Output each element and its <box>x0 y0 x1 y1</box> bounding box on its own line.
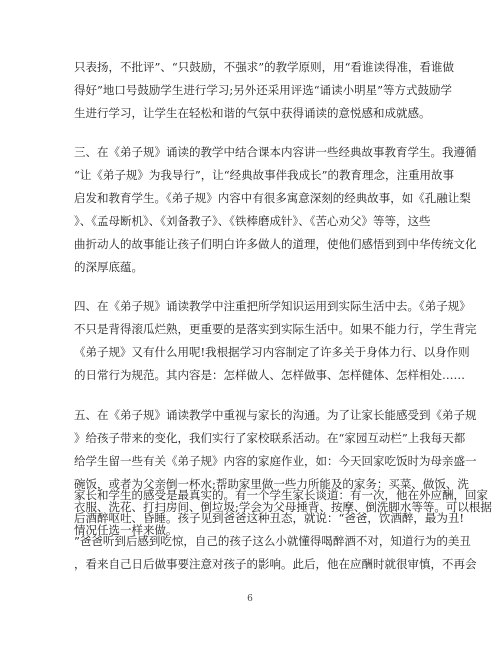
text-line: 情况任选一样来做。 <box>74 523 178 537</box>
paragraph-section-four <box>74 295 477 387</box>
text-line: 碗饭，或者为父亲倒一杯水;帮助家里做一些力所能及的家务：买菜、做饭、洗 <box>74 477 469 491</box>
text-line: 五、在《弟子规》诵读教学中重视与家长的沟通。为了让家长能感受到《弟子规 <box>74 408 477 422</box>
paragraph-encouragement <box>74 56 455 125</box>
page-number: 6 <box>247 594 253 604</box>
text-line: 生进行学习，让学生在轻松和谐的气氛中获得诵读的意悦感和成就感。 <box>74 106 431 120</box>
text-line: ”爸爸听到后感到吃惊，自己的孩子这么小就懂得喝醉酒不对，知道行为的美丑 <box>74 534 471 548</box>
text-line: 曲折动人的故事能让孩子们明白许多做人的道理，使他们感悟到到中华传统文化 <box>74 237 477 251</box>
text-line: 《弟子规》又有什么用呢!我根据学习内容制定了许多关于身体力行、以身作则 <box>74 345 470 359</box>
text-line: “让《弟子规》为我导行”，让“经典故事伴我成长”的教育理念，注重用故事 <box>74 168 455 182</box>
text-line: 给学生留一些有关《弟子规》内容的家庭作业，如：今天回家吃饭时为母亲盛一 <box>74 454 477 468</box>
text-line: 四、在《弟子规》诵读教学中注重把所学知识运用到实际生活中去。《弟子规》 <box>74 299 471 313</box>
text-line: 的深厚底蕴。 <box>74 260 143 274</box>
text-line: 》给孩子带来的变化，我们实行了家校联系活动。在“家园互动栏”上我每天都 <box>74 431 466 445</box>
text-line: 》、《孟母断机》、《刘备教子》、《铁棒磨成针》、《苦心劝父》等等，这些 <box>74 214 431 228</box>
text-line: 三、在《弟子规》诵读的教学中结合课本内容讲一些经典故事教育学生。我遵循 <box>74 145 477 159</box>
text-line: 只表扬，不批评”、“只鼓励，不强求”的教学原则，用“看谁读得准，看谁做 <box>74 60 455 74</box>
text-line: 后酒醉呕吐、昏睡。孩子见到爸爸这种丑态，就说：“爸爸，饮酒醉，最为丑! <box>74 511 464 525</box>
paragraph-section-three <box>74 141 477 279</box>
text-line: 衣服、洗花、打扫房间、倒垃圾;学会为父母捶背、按摩、倒洗脚水等等。可以根据 <box>74 500 492 514</box>
text-line: 启发和教育学生。《弟子规》内容中有很多寓意深刻的经典故事，如《孔融让梨 <box>74 191 471 205</box>
text-line: ，看来自己日后做事要注意对孩子的影响。此后，他在应酬时就很审慎，不再会 <box>74 557 477 571</box>
text-line: 家长和学生的感受是最真实的。有一个学生家长谈道：有一次，他在外应酬，回家 <box>74 488 488 502</box>
text-line: 不只是背得滚瓜烂熟，更重要的是落实到实际生活中。如果不能力行，学生背完 <box>74 322 477 336</box>
text-line: 得好”地口号鼓励学生进行学习;另外还采用评选“诵读小明星”等方式鼓励学 <box>74 83 453 97</box>
text-line: 的日常行为规范。其内容是：怎样做人、怎样做事、怎样健体、怎样相处…… <box>74 368 465 382</box>
